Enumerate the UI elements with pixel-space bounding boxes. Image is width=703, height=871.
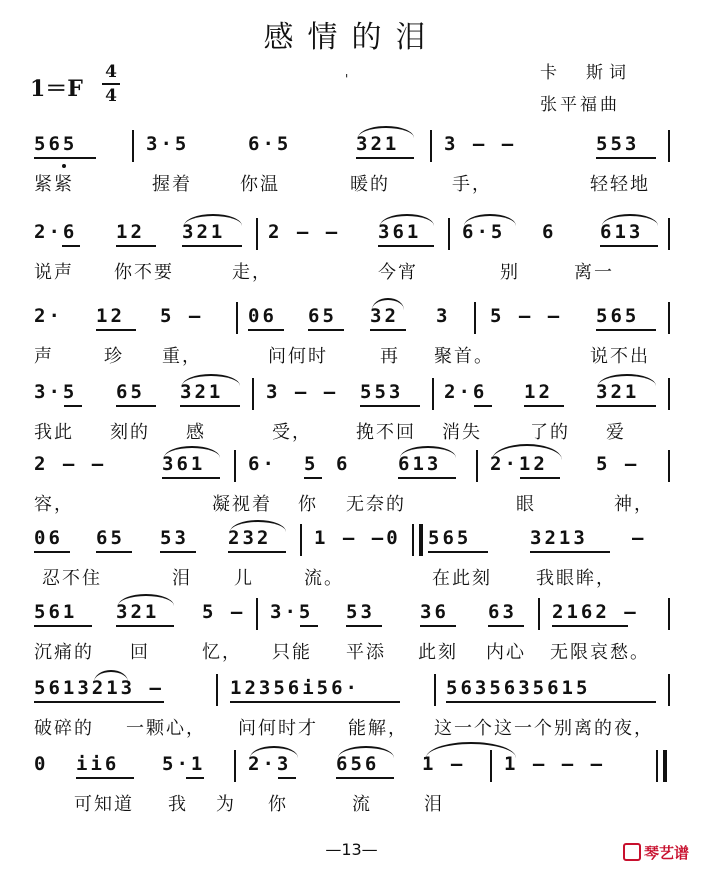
time-sig-top: 4 [105, 62, 117, 82]
note-group: 3 — — [266, 381, 339, 403]
note-group: 565 [596, 305, 640, 327]
lyric-line [34, 258, 674, 286]
lyric: 我眼眸， [536, 568, 616, 589]
note-group: 3·5 [270, 601, 314, 623]
lyric: 神， [614, 494, 654, 515]
note-group: 2 — — [34, 453, 107, 475]
note-group: 3213 [530, 527, 588, 549]
note-group: 321 [180, 381, 224, 403]
note-group: 321 [182, 221, 226, 243]
time-sig-bottom: 4 [105, 86, 117, 106]
lyric: 儿 [234, 568, 254, 589]
score-row [34, 126, 674, 204]
lyric: 忍不住 [42, 568, 102, 589]
lyric: 破碎的 [34, 718, 94, 739]
site-logo [623, 842, 689, 863]
note-group: 1 — — — [504, 753, 606, 775]
note-group: 5613213 — [34, 677, 164, 699]
lyric: 握着 [152, 174, 192, 195]
lyric: 今宵 [378, 262, 418, 283]
lyricist-credit: 卡 斯词 [540, 63, 632, 83]
note-group: 6·5 [462, 221, 506, 243]
key-label: 1＝F [30, 76, 83, 102]
notation-line [34, 298, 674, 338]
lyric: 刻的 [110, 422, 150, 443]
notation-line [34, 446, 674, 486]
note-group: 656 [336, 753, 380, 775]
note-group: 06 [34, 527, 63, 549]
lyric-line [34, 638, 674, 666]
lyric: 感 [186, 422, 206, 443]
lyric: 走， [232, 262, 272, 283]
note-group: 553 [596, 133, 640, 155]
lyric: 说声 [34, 262, 74, 283]
note-group: 06 [248, 305, 277, 327]
lyric-line [34, 790, 674, 818]
logo-text: 琴艺谱 [643, 844, 689, 862]
note-group: 12 [524, 381, 553, 403]
lyric: 你 [268, 794, 288, 815]
lyric: 泪 [424, 794, 444, 815]
lyric: 无限哀愁。 [550, 642, 650, 663]
note-group: 6 [336, 453, 351, 475]
notation-line [34, 594, 674, 634]
score-row [34, 298, 674, 376]
score-row [34, 374, 674, 452]
song-title: 感情的泪 [263, 20, 440, 55]
lyric: 手， [452, 174, 492, 195]
lyric-line [34, 418, 674, 446]
logo-icon [623, 843, 641, 861]
note-group: 5 [304, 453, 319, 475]
lyric: 紧紧 [34, 174, 74, 195]
notation-line [34, 214, 674, 254]
lyric: 说不出 [590, 346, 650, 367]
note-group: 12 [96, 305, 125, 327]
note-group: 561 [34, 601, 78, 623]
lyric: 流。 [304, 568, 344, 589]
note-group: 321 [116, 601, 160, 623]
note-group: 613 [600, 221, 644, 243]
note-group: 65 [308, 305, 337, 327]
lyric: 泪 [172, 568, 192, 589]
lyric: 别 [500, 262, 520, 283]
note-group: 2 — — [268, 221, 341, 243]
lyric: 挽不回 [356, 422, 416, 443]
note-group: 63 [488, 601, 517, 623]
note-group: 32 [370, 305, 399, 327]
lyric: 珍 [104, 346, 124, 367]
note-group: 361 [162, 453, 206, 475]
note-group: 321 [596, 381, 640, 403]
lyric: 凝视着 [212, 494, 272, 515]
lyric: 只能 [272, 642, 312, 663]
lyric: 无奈的 [346, 494, 406, 515]
lyric: 暖的 [350, 174, 390, 195]
lyric: 回 [130, 642, 150, 663]
lyric: 了的 [530, 422, 570, 443]
lyric: 平添 [346, 642, 386, 663]
note-group: 3 — — [444, 133, 517, 155]
score-row [34, 746, 674, 824]
score-row [34, 520, 674, 598]
note-group: 2·6 [34, 221, 78, 243]
lyric-line [34, 714, 674, 742]
note-group: 5·1 [162, 753, 206, 775]
lyric-line [34, 170, 674, 198]
lyric: 声 [34, 346, 54, 367]
note-group: 3·5 [146, 133, 190, 155]
stray-mark: ' [345, 72, 349, 86]
composer-credit: 张平福曲 [540, 95, 620, 115]
lyric: 这一个这一个别离的夜， [434, 718, 654, 739]
notation-line [34, 374, 674, 414]
note-group: 3·5 [34, 381, 78, 403]
note-group: 5 — [202, 601, 246, 623]
note-group: 613 [398, 453, 442, 475]
lyric-line [34, 490, 674, 518]
score-row [34, 594, 674, 672]
lyric: 忆， [202, 642, 242, 663]
lyric: 离一 [574, 262, 614, 283]
note-group: 321 [356, 133, 400, 155]
page-number: —13— [325, 840, 378, 859]
lyric: 容， [34, 494, 74, 515]
note-group: 565 [428, 527, 472, 549]
lyric: 我此 [34, 422, 74, 443]
note-group: ii6 [76, 753, 120, 775]
note-group: 6· [248, 453, 277, 475]
note-group: 6·5 [248, 133, 292, 155]
lyric: 轻轻地 [590, 174, 650, 195]
note-group: 1 — [422, 753, 466, 775]
lyric: 你不要 [114, 262, 174, 283]
lyric: 在此刻 [432, 568, 492, 589]
lyric: 内心 [486, 642, 526, 663]
lyric: 眼 [516, 494, 536, 515]
note-group: 2·6 [444, 381, 488, 403]
note-group: 5 — [160, 305, 204, 327]
lyric: 消失 [442, 422, 482, 443]
note-group: 361 [378, 221, 422, 243]
note-group: 6 [542, 221, 557, 243]
lyric: 受， [272, 422, 312, 443]
score-row [34, 446, 674, 524]
note-group: 2·12 [490, 453, 548, 475]
lyric: 你 [298, 494, 318, 515]
note-group: 565 [34, 133, 78, 155]
note-group: 65 [96, 527, 125, 549]
note-group: — [632, 527, 647, 549]
note-group: 5 — — [490, 305, 563, 327]
lyric: 此刻 [418, 642, 458, 663]
lyric: 一颗心， [126, 718, 206, 739]
lyric: 再 [380, 346, 400, 367]
lyric: 沉痛的 [34, 642, 94, 663]
note-group: 1 — —0 [314, 527, 401, 549]
note-group: 3 [436, 305, 451, 327]
lyric: 我 [168, 794, 188, 815]
score-row [34, 670, 674, 748]
note-group: 5635635615 [446, 677, 591, 699]
notation-line [34, 126, 674, 166]
note-group: 12356i56· [230, 677, 360, 699]
note-group: 232 [228, 527, 272, 549]
lyric: 可知道 [74, 794, 134, 815]
note-group: 53 [160, 527, 189, 549]
time-signature [102, 62, 120, 106]
note-group: 2· [34, 305, 63, 327]
note-group: 65 [116, 381, 145, 403]
note-group: 53 [346, 601, 375, 623]
score-row [34, 214, 674, 292]
lyric: 为 [216, 794, 236, 815]
lyric-line [34, 564, 674, 592]
lyric: 流 [352, 794, 372, 815]
lyric: 问何时 [268, 346, 328, 367]
note-group: 553 [360, 381, 404, 403]
lyric: 重， [162, 346, 202, 367]
note-group: 0 [34, 753, 49, 775]
lyric: 能解， [348, 718, 408, 739]
note-group: 12 [116, 221, 145, 243]
note-group: 5 — [596, 453, 640, 475]
lyric: 你温 [240, 174, 280, 195]
notation-line [34, 520, 674, 560]
lyric: 问何时才 [238, 718, 318, 739]
lyric-line [34, 342, 674, 370]
lyric: 聚首。 [434, 346, 494, 367]
lyric: 爱 [606, 422, 626, 443]
notation-line [34, 746, 674, 786]
notation-line [34, 670, 674, 710]
note-group: 36 [420, 601, 449, 623]
note-group: 2162 — [552, 601, 639, 623]
note-group: 2·3 [248, 753, 292, 775]
